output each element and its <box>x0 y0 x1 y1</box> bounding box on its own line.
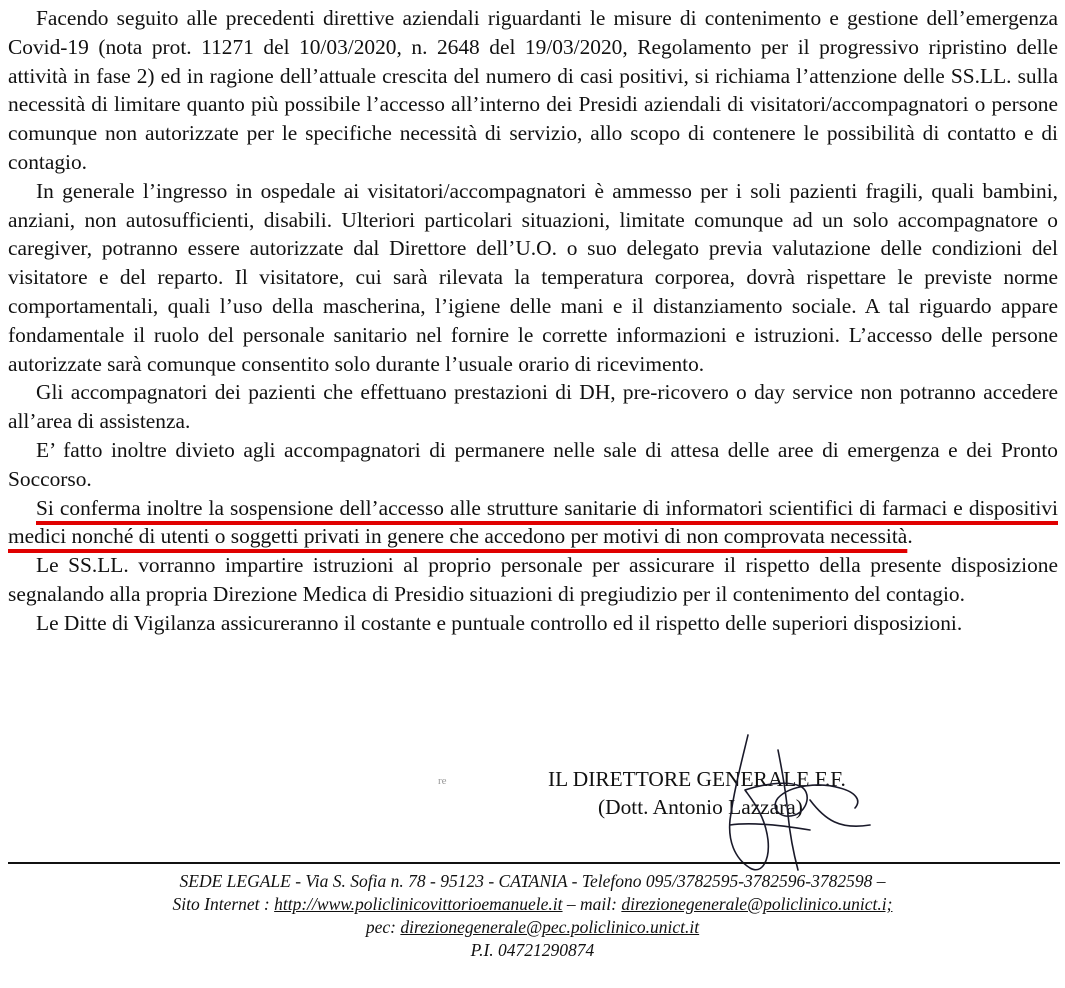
footer-pec <box>0 916 1065 939</box>
site-label: Sito Internet : <box>172 894 275 914</box>
paragraph-6: Le SS.LL. vorranno impartire istruzioni al proprio personale per assicurare il rispetto della presente disposizione segnalando alla propria Direzione Medica di Presidio situazioni di pregiudizio per il contenimento del contagio. <box>8 553 1058 606</box>
handwritten-signature <box>690 730 890 880</box>
red-underlined-text: Si conferma inoltre la sospensione dell’accesso alle strutture sanitarie di informatori scientifici di farmaci e dispositivi medici nonché di utenti o soggetti privati in genere che accedono per motivi di non comprovata necessità <box>8 495 1058 549</box>
website-link[interactable]: http://www.policlinicovittorioemanuele.it <box>274 894 563 914</box>
email-link[interactable]: direzionegenerale@policlinico.unict.i; <box>621 894 893 914</box>
footer-address: SEDE LEGALE - Via S. Sofia n. 78 - 95123 - CATANIA - Telefono 095/3782595-3782596-3782598 – <box>179 871 886 891</box>
signatory-title: IL DIRETTORE GENERALE F.F. <box>548 767 846 791</box>
paragraph-2: In generale l’ingresso in ospedale ai visitatori/accompagnatori è ammesso per i soli pazienti fragili, quali bambini, anziani, non autosufficienti, disabili. Ulteriori particolari situazioni, limitate comunque ad un solo accompagnatore o caregiver, potranno essere autorizzate dal Direttore dell’U.O. o suo delegato previa valutazione delle condizioni del visitatore e del reparto. Il visitatore, cui sarà rilevata la temperatura corporea, dovrà rispettare le previste norme comportamentali, quali l’uso della mascherina, l’igiene delle mani e il distanziamento sociale. A tal riguardo appare fondamentale il ruolo del personale sanitario nel fornire le corrette informazioni e istruzioni. L’accesso delle persone autorizzate sarà comunque consentito solo durante l’usuale orario di ricevimento. <box>8 178 1058 376</box>
footer-vat-number: P.I. 04721290874 <box>470 940 595 960</box>
paragraph-7: Le Ditte di Vigilanza assicureranno il costante e puntuale controllo ed il rispetto delle superiori disposizioni. <box>36 610 963 635</box>
paragraph-4: E’ fatto inoltre divieto agli accompagnatori di permanere nelle sale di attesa delle aree di emergenza e dei Pronto Soccorso. <box>8 437 1058 491</box>
footer-divider <box>8 862 1060 864</box>
pec-label: pec: <box>365 917 401 937</box>
paragraph-1: Facendo seguito alle precedenti direttive aziendali riguardanti le misure di contenimento e gestione dell’emergenza Covid-19 (nota prot. 11271 del 10/03/2020, n. 2648 del 19/03/2020, Regolamento per il progressivo ripristino delle attività in fase 2) ed in ragione dell’attuale crescita del numero di casi positivi, si richiama l’attenzione delle SS.LL. sulla necessità di limitare quanto più possibile l’accesso all’interno dei Presidi aziendali di visitatori/accompagnatori o persone comunque non autorizzate per le specifiche necessità di servizio, allo scopo di contenere le possibilità di contatto e di contagio. <box>8 6 1058 174</box>
paragraph-5-end: . <box>907 524 913 549</box>
signatory-name: (Dott. Antonio Lazzara) <box>598 795 803 819</box>
paragraph-3: Gli accompagnatori dei pazienti che effettuano prestazioni di DH, pre-ricovero o day service non potranno accedere all’area di assistenza. <box>8 380 1058 434</box>
pec-email-link[interactable]: direzionegenerale@pec.policlinico.unict.it <box>400 917 700 937</box>
scan-smudge: re <box>438 775 447 787</box>
letterhead-footer <box>0 870 1065 962</box>
footer-contacts <box>0 893 1065 916</box>
mail-label: – mail: <box>562 894 622 914</box>
paragraph-5 <box>8 494 1058 552</box>
document-body <box>8 4 1058 638</box>
